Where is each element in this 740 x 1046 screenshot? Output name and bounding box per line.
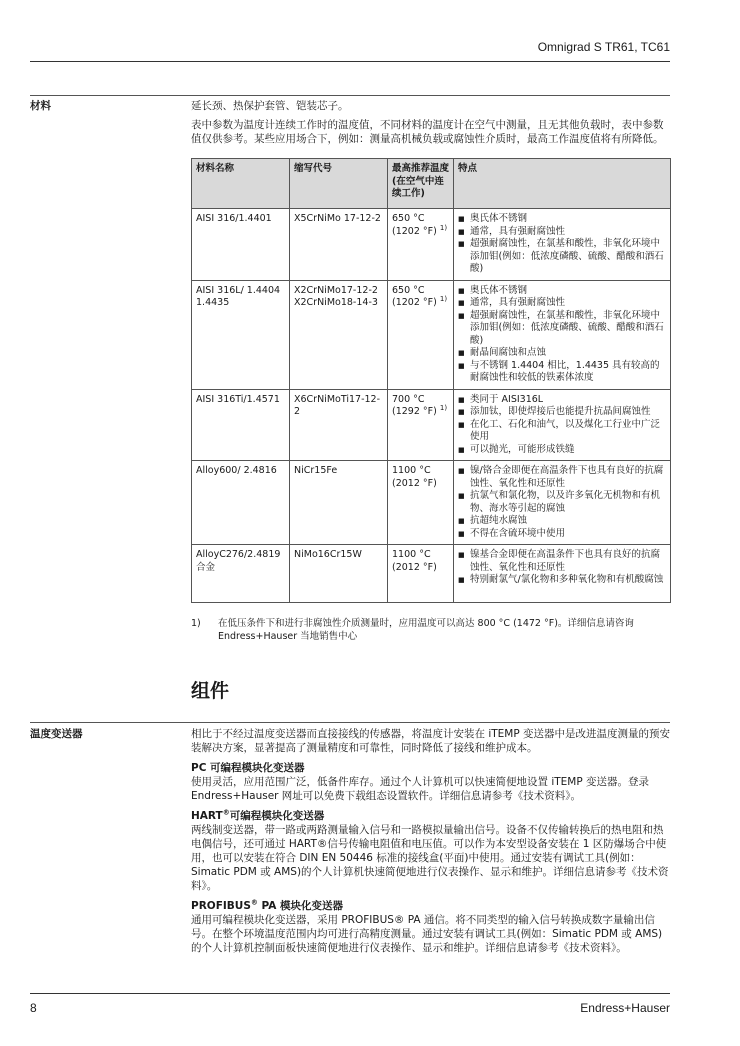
hart-transmitter-text: 两线制变送器，带一路或两路测量输入信号和一路模拟量输出信号。设备不仅传输转换后的热电阻和热电偶信号，还可通过 HART®信号传输电阻值和电压值。可以作为本安型设备安装在 1 区防爆场合中使用，也可以安装在符合 DIN EN 50446 标准的接线盒(平面)中使用。通过安装有调试工具(例如：Simatic PDM 或 AMS)的个人计算机快速简便地进行仪表操作、显示和维护。详细信息请参考《技术资料》。 [191,824,669,892]
material-code: X6CrNiMoTi17-12-2 [290,389,388,461]
feature-item: ■ 抗超纯水腐蚀 [458,515,666,528]
material-features [454,461,671,545]
feature-item: ■ 超强耐腐蚀性，在氯基和酸性，非氧化环境中添加钼(例如：低浓度磷酸、硫酸、醋酸和酒石酸) [458,310,666,348]
material-name: Alloy600/ 2.4816 [192,461,290,545]
transmitter-label: 温度变送器 [30,728,83,740]
table-row [192,209,671,281]
footnote-number: 1) [191,618,201,629]
temp-f: (2012 °F) [392,561,437,573]
header-code: 缩写代号 [290,159,388,209]
pc-transmitter-text: 使用灵活，应用范围广泛，低备件库存。通过个人计算机可以快速简便地设置 iTEMP 变送器。登录 Endress+Hauser 网址可以免费下载组态设置软件。详细信息请参考《技术资料》。 [191,776,650,802]
feature-item: ■ 类同于 AISI316L [458,394,666,407]
footnote-text: 在低压条件下和进行非腐蚀性介质测量时，应用温度可以高达 800 °C (1472 °F)。详细信息请咨询 Endress+Hauser 当地销售中心 [218,618,634,642]
table-row [192,545,671,603]
feature-item: ■ 奥氏体不锈钢 [458,285,666,298]
feature-item: ■ 通常，具有强耐腐蚀性 [458,226,666,239]
material-temp [388,209,454,281]
material-temp [388,461,454,545]
material-features [454,209,671,281]
temp-c: 650 °C [392,284,425,296]
feature-item: ■ 通常，具有强耐腐蚀性 [458,297,666,310]
material-features [454,389,671,461]
transmitter-intro: 相比于不经过温度变送器而直接接线的传感器，将温度计安装在 iTEMP 变送器中是改进温度测量的预安装解决方案，显著提高了测量精度和可靠性，同时降低了接线和维护成本。 [191,728,671,754]
registered-mark: ® [222,808,230,817]
feature-item: ■ 与不锈钢 1.4404 相比，1.4435 具有较高的耐腐蚀性和较低的铁素体浓度 [458,360,666,385]
components-section-title: 组件 [191,680,230,702]
components-content [191,727,671,960]
temp-f: (1202 °F) [392,297,437,308]
temp-f: (1202 °F) [392,225,437,237]
feature-item: ■ 在化工、石化和油气，以及煤化工行业中广泛使用 [458,419,666,444]
feature-item: ■ 不得在含硫环境中使用 [458,528,666,541]
feature-item: ■ 镍基合金即便在高温条件下也具有良好的抗腐蚀性、氧化性和还原性 [458,549,666,574]
page-number: 8 [30,1001,37,1015]
materials-table [191,158,671,603]
footer-rule [30,993,670,994]
feature-item: ■ 可以抛光，可能形成铁缝 [458,444,666,457]
feature-item: ■ 特别耐氯气/氯化物和多种氧化物和有机酸腐蚀 [458,574,666,587]
footer-brand: Endress+Hauser [580,1001,670,1015]
temp-c: 700 °C [392,393,425,405]
material-features [454,545,671,603]
material-name: AISI 316/1.4401 [192,209,290,281]
header-rule [30,61,670,62]
profibus-title-a: PROFIBUS [191,900,251,912]
material-code: X5CrNiMo 17-12-2 [290,209,388,281]
material-temp [388,280,454,389]
materials-section-rule [30,95,670,96]
footnote-ref: 1) [439,403,448,412]
material-code: X2CrNiMo17-12-2 X2CrNiMo18-14-3 [290,280,388,389]
material-temp [388,389,454,461]
table-header-row [192,159,671,209]
table-row [192,389,671,461]
profibus-title-b: PA 模块化变送器 [257,900,344,912]
materials-content [191,99,671,603]
profibus-transmitter-heading [191,899,671,913]
hart-transmitter-heading [191,809,671,823]
material-features [454,280,671,389]
page-header-title: Omnigrad S TR61, TC61 [537,40,670,54]
temp-c: 1100 °C [392,549,431,560]
header-max-temp: 最高推荐温度(在空气中连续工作) [388,159,454,209]
materials-intro: 延长颈、热保护套管、铠装芯子。 [191,100,349,112]
feature-item: ■ 添加钛，即使焊接后也能提升抗晶间腐蚀性 [458,406,666,419]
temp-c: 1100 °C [392,465,431,476]
footnote-ref: 1) [439,223,448,232]
material-name: AISI 316Ti/1.4571 [192,389,290,461]
material-temp [388,545,454,603]
header-features: 特点 [454,159,671,209]
components-section-rule [30,722,670,723]
table-footnote [191,617,671,643]
feature-item: ■ 抗氯气和氯化物，以及许多氧化无机物和有机物、海水等引起的腐蚀 [458,490,666,515]
material-code: NiCr15Fe [290,461,388,545]
material-name: AlloyC276/2.4819 合金 [192,545,290,603]
temp-f: (2012 °F) [392,477,437,489]
materials-table-body [192,209,671,603]
registered-mark: ® [250,898,258,907]
profibus-transmitter-text: 通用可编程模块化变送器，采用 PROFIBUS® PA 通信。将不同类型的输入信号转换成数字量输出信号。在整个环境温度范围内均可进行高精度测量。通过安装有调试工具(例如：Simatic PDM 或 AMS)的个人计算机控制面板快速简便地进行仪表操作、显示和维护。详细信息请参考《技术资料》。 [191,914,663,954]
hart-title-a: HART [191,810,223,822]
pc-transmitter-heading: PC 可编程模块化变送器 [191,762,305,774]
temp-c: 650 °C [392,213,425,224]
table-row [192,280,671,389]
header-material-name: 材料名称 [192,159,290,209]
material-code: NiMo16Cr15W [290,545,388,603]
feature-item: ■ 奥氏体不锈钢 [458,213,666,226]
hart-title-b: 可编程模块化变送器 [229,810,325,822]
table-row [192,461,671,545]
feature-item: ■ 耐晶间腐蚀和点蚀 [458,347,666,360]
temp-f: (1292 °F) [392,406,437,417]
feature-item: ■ 镍/铬合金即便在高温条件下也具有良好的抗腐蚀性、氧化性和还原性 [458,465,666,490]
materials-label: 材料 [30,100,51,112]
material-name: AISI 316L/ 1.4404 1.4435 [192,280,290,389]
feature-item: ■ 超强耐腐蚀性，在氯基和酸性，非氧化环境中添加钼(例如：低浓度磷酸、硫酸、醋酸和酒石酸) [458,238,666,276]
footnote-ref: 1) [439,294,448,303]
materials-description: 表中参数为温度计连续工作时的温度值，不同材料的温度计在空气中测量，且无其他负载时，表中参数值仅供参考。某些应用场合下，例如：测量高机械负载或腐蚀性介质时，最高工作温度值将有所降低。 [191,119,664,145]
